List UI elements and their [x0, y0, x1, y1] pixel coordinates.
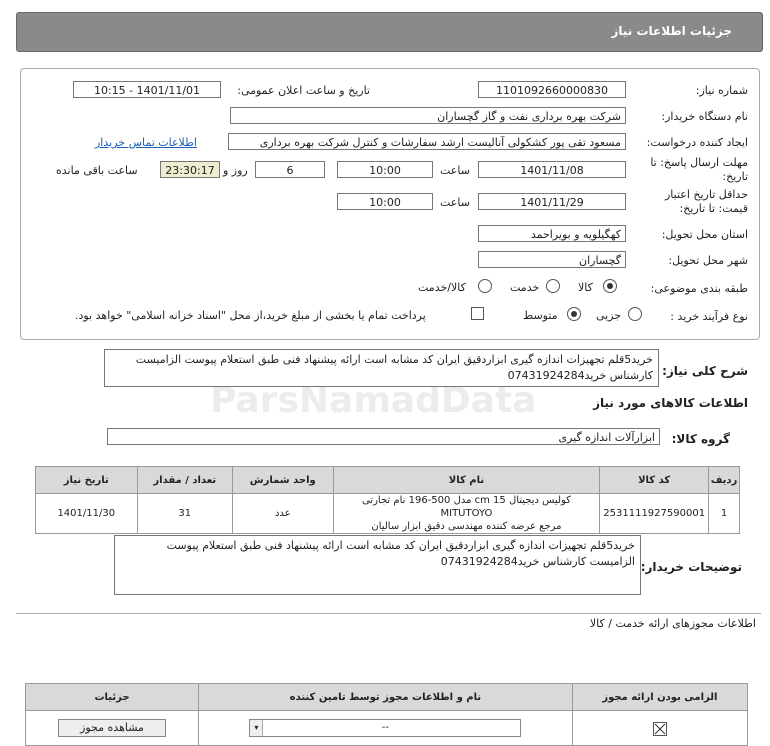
- col-unit: واحد شمارش: [232, 467, 333, 494]
- reply-date-field: 1401/11/08: [478, 161, 626, 178]
- buyer-notes-label: توضیحات خریدار:: [640, 560, 742, 574]
- category-option-both: کالا/خدمت: [418, 281, 466, 294]
- buyer-org-label: نام دستگاه خریدار:: [661, 110, 748, 123]
- requester-label: ایجاد کننده درخواست:: [646, 136, 748, 149]
- cell-unit: عدد: [232, 494, 333, 534]
- page-title: جزئیات اطلاعات نیاز: [611, 24, 732, 38]
- items-table-header: [36, 467, 740, 494]
- category-radio-both[interactable]: [478, 279, 492, 293]
- col-date: تاریخ نیاز: [36, 467, 138, 494]
- permit-col-required: الزامی بودن ارائه مجوز: [572, 684, 747, 711]
- goods-group-field: ابزارآلات اندازه گیری: [107, 428, 660, 445]
- category-radio-goods[interactable]: [603, 279, 617, 293]
- buyer-notes-text: خرید5قلم تجهیزات اندازه گیری ابزاردقیق ایران کد مشابه است ارائه پیشنهاد فنی طبق استعلام پیوست الزامیست کارشناس خرید07431924284: [114, 535, 641, 595]
- page-header: [16, 12, 763, 52]
- days-label: روز و: [223, 164, 248, 177]
- purchase-option-minor: جزیی: [596, 309, 622, 322]
- reply-deadline-label: مهلت ارسال پاسخ: تا تاریخ:: [650, 156, 748, 183]
- reply-time-label: ساعت: [440, 164, 470, 177]
- col-qty: تعداد / مقدار: [137, 467, 232, 494]
- view-permit-button[interactable]: مشاهده مجوز: [58, 719, 166, 737]
- announce-label: تاریخ و ساعت اعلان عمومی:: [237, 84, 370, 97]
- description-label: شرح کلی نیاز:: [662, 364, 748, 378]
- buyer-contact-link[interactable]: اطلاعات تماس خریدار: [95, 136, 197, 149]
- province-label: استان محل تحویل:: [661, 228, 748, 241]
- city-field: گچساران: [478, 251, 626, 268]
- purchase-option-medium: متوسط: [523, 309, 558, 322]
- item-name: کولیس دیجیتال cm 15 مدل 500-196 نام تجارتی MITUTOYO: [361, 495, 571, 519]
- col-name: نام کالا: [333, 467, 600, 494]
- permit-required-checkbox[interactable]: [653, 722, 667, 736]
- category-radio-service[interactable]: [546, 279, 560, 293]
- chevron-down-icon: ▾: [250, 720, 263, 736]
- item-supplier-ref: مرجع عرضه کننده مهندسی دقیق ابزار سالیان: [371, 521, 562, 532]
- col-row: ردیف: [709, 467, 740, 494]
- permit-col-details: جزئیات: [26, 684, 199, 711]
- announce-field: 1401/11/01 - 10:15: [73, 81, 221, 98]
- city-label: شهر محل تحویل:: [668, 254, 748, 267]
- need-number-label: شماره نیاز:: [695, 84, 748, 97]
- purchase-radio-medium[interactable]: [567, 307, 581, 321]
- purchase-radio-minor[interactable]: [628, 307, 642, 321]
- validity-time-label: ساعت: [440, 196, 470, 209]
- permit-required-cell: [572, 711, 747, 746]
- cell-row: 1: [709, 494, 740, 534]
- table-row: [36, 494, 740, 534]
- permit-info-cell: [199, 711, 573, 746]
- cell-name: [333, 494, 600, 534]
- buyer-org-field: شرکت بهره برداری نفت و گاز گچساران: [230, 107, 626, 124]
- table-row: [26, 711, 748, 746]
- permit-select[interactable]: [249, 719, 521, 737]
- treasury-payment-checkbox[interactable]: [471, 307, 484, 320]
- permits-table: [25, 683, 748, 746]
- requester-field: مسعود تقی پور کشکولی آنالیست ارشد سفارشات و کنترل شرکت بهره برداری: [228, 133, 626, 150]
- province-field: کهگیلویه و بویراحمد: [478, 225, 626, 242]
- permits-divider: [16, 613, 761, 614]
- reply-time-field: 10:00: [337, 161, 433, 178]
- remaining-label: ساعت باقی مانده: [56, 164, 138, 177]
- permits-title: اطلاعات مجوزهای ارائه خدمت / کالا: [589, 617, 756, 630]
- remaining-time-field: 23:30:17: [160, 161, 220, 178]
- permit-col-info: نام و اطلاعات مجوز توسط تامین کننده: [199, 684, 573, 711]
- items-table: [35, 466, 740, 534]
- cell-date: 1401/11/30: [36, 494, 138, 534]
- validity-date-field: 1401/11/29: [478, 193, 626, 210]
- validity-label-1: حداقل تاریخ اعتبار: [664, 188, 748, 201]
- cell-qty: 31: [137, 494, 232, 534]
- permits-table-header: [26, 684, 748, 711]
- goods-section-title: اطلاعات کالاهای مورد نیاز: [593, 396, 748, 410]
- permit-select-value: --: [381, 722, 390, 733]
- validity-time-field: 10:00: [337, 193, 433, 210]
- days-field: 6: [255, 161, 325, 178]
- need-number-field: 1101092660000830: [478, 81, 626, 98]
- x-mark-icon: [654, 723, 666, 735]
- col-code: کد کالا: [600, 467, 709, 494]
- treasury-payment-note: پرداخت تمام یا بخشی از مبلغ خرید،از محل "اسناد خزانه اسلامی" خواهد بود.: [75, 309, 426, 322]
- category-option-goods: کالا: [578, 281, 593, 294]
- purchase-type-label: نوع فرآیند خرید :: [670, 310, 748, 323]
- description-text: خرید5قلم تجهیزات اندازه گیری ابزاردقیق ایران کد مشابه است ارائه پیشنهاد فنی طبق استعلام پیوست الزامیست کارشناس خرید07431924284: [104, 349, 659, 387]
- category-option-service: خدمت: [510, 281, 540, 294]
- category-label: طبقه بندی موضوعی:: [650, 282, 748, 295]
- goods-group-label: گروه کالا:: [671, 432, 730, 446]
- watermark: ParsNamadData: [210, 380, 537, 421]
- permit-details-cell: [26, 711, 199, 746]
- validity-label-2: قیمت: تا تاریخ:: [679, 202, 748, 215]
- cell-code: 2531111927590001: [600, 494, 709, 534]
